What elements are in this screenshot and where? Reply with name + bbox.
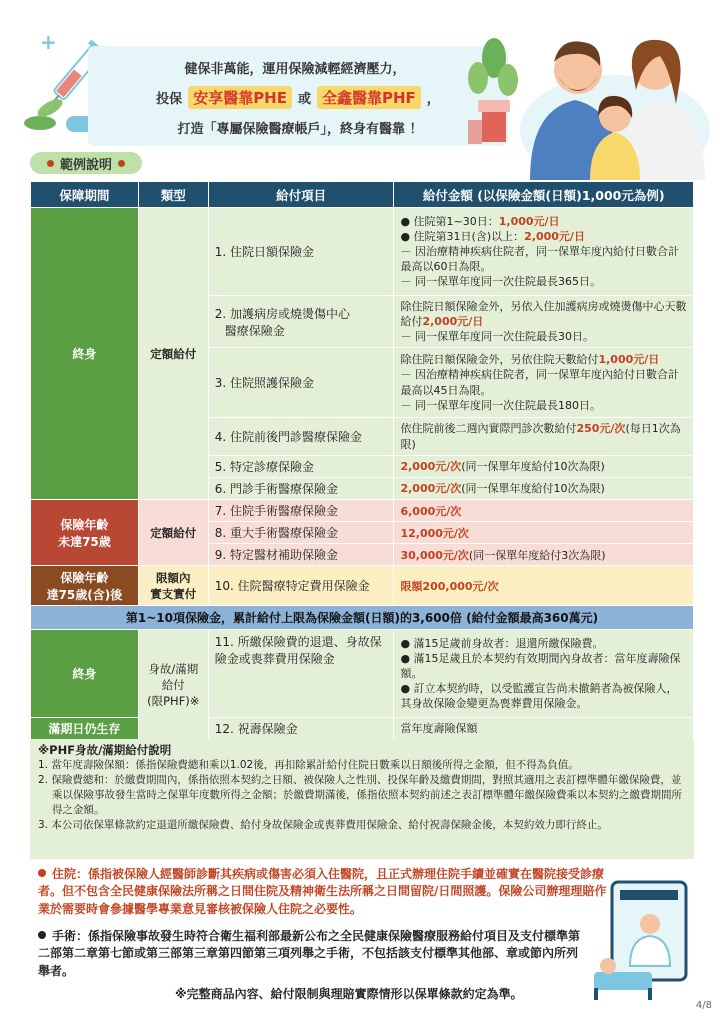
bullet-icon: [38, 931, 46, 939]
table-row: [31, 500, 694, 522]
period-under-75: 保險年齡 未達75歲: [31, 500, 139, 566]
item-2: 2. 加護病房或燒燙傷中心 醫療保險金: [208, 296, 394, 348]
period-lifetime: 終身: [31, 208, 139, 500]
cumulative-limit: 第1~10項保險金，累計給付上限為保險金額(日額)的3,600倍 (給付金額最高360萬元): [31, 606, 694, 630]
type-limit: 限額內 實支實付: [138, 566, 208, 606]
product-phe: 安享醫靠PHE: [188, 86, 292, 109]
amount-4: 依住院前後二週內實際門診次數給付250元/次(每日1次為限): [394, 418, 694, 456]
bullet-icon: [47, 160, 54, 167]
table-row: [31, 566, 694, 606]
period-maturity: 滿期日仍生存: [31, 718, 139, 740]
amount-1: ● 住院第1~30日：1,000元/日 ● 住院第31日(含)以上：2,000元/日 － 因治療精神疾病住院者，同一保單年度內給付日數合計最高以60日為限。 － 同一保單年度同一次住院最長365日。: [394, 208, 694, 296]
family-illustration: [520, 20, 710, 180]
item-10: 10. 住院醫療特定費用保險金: [208, 566, 394, 606]
headline-line1: 健保非萬能，運用保險減輕經濟壓力，: [184, 62, 406, 77]
headline-line3: 打造「專屬保險醫療帳戶」，終身有醫靠 ！: [177, 122, 423, 137]
col-header-item: 給付項目: [208, 182, 394, 208]
item-7: 7. 住院手術醫療保險金: [208, 500, 394, 522]
disclaimer: ※完整商品內容、給付限制與理賠實際情形以保單條款約定為準。: [175, 987, 523, 1001]
amount-7: 6,000元/次: [394, 500, 694, 522]
type-death-maturity: 身故/滿期 給付 (限PHF)※: [138, 630, 208, 740]
notes-title: ※PHF身故/滿期給付說明: [38, 743, 172, 757]
period-over-75: 保險年齡 達75歲(含)後: [31, 566, 139, 606]
hospital-definition: 住院：係指被保險人經醫師診斷其疾病或傷害必須入住醫院，且正式辦理住院手續並確實在醫院接受診療者。但不包含全民健康保險法所稱之日間住院及精神衛生法所稱之日間留院/日間照護。保險公司辦理理賠作業於需要時會參據醫學專業意見審核被保險人住院之必要性。: [38, 867, 607, 916]
benefit-table: [30, 181, 694, 740]
amount-9: 30,000元/次(同一保單年度給付3次為限): [394, 544, 694, 566]
item-11: 11. 所繳保險費的退還、身故保險金或喪葬費用保險金: [208, 630, 394, 718]
type-fixed-2: 定額給付: [138, 500, 208, 566]
doctor-illustration: [590, 880, 700, 1000]
item-1: 1. 住院日額保險金: [208, 208, 394, 296]
table-row: [31, 630, 694, 718]
col-header-type: 類型: [138, 182, 208, 208]
bullet-icon: [38, 869, 46, 877]
item-5: 5. 特定診療保險金: [208, 456, 394, 478]
amount-2: 除住院日額保險金外，另依入住加護病房或燒燙傷中心天數給付2,000元/日 － 同一保單年度同一次住院最長30日。: [394, 296, 694, 348]
col-header-amount: 給付金額 (以保險金額(日額)1,000元為例): [394, 182, 694, 208]
amount-6: 2,000元/次(同一保單年度給付10次為限): [394, 478, 694, 500]
plant-icon: [464, 38, 524, 148]
item-3: 3. 住院照護保險金: [208, 348, 394, 418]
summary-row: [31, 606, 694, 630]
period-lifetime-2: 終身: [31, 630, 139, 718]
amount-5: 2,000元/次(同一保單年度給付10次為限): [394, 456, 694, 478]
headline-line2: 投保 安享醫靠PHE 或 全鑫醫靠PHF ，: [108, 86, 488, 109]
plus-icon: +: [40, 30, 57, 54]
note-2: 2. 保險費總和：於繳費期間內，係指依照本契約之日額、被保險人之性別、投保年齡及繳費期間，對照其適用之表訂標準體年繳保險費，並乘以保險事故發生當時之保單年度數所得之金額；於繳費期滿後，係指依照本契約前述之表訂標準體年繳保險費乘以本契約之繳費期間所得之金額。: [38, 774, 682, 817]
amount-10: 限額200,000元/次: [394, 566, 694, 606]
item-9: 9. 特定醫材補助保險金: [208, 544, 394, 566]
item-6: 6. 門診手術醫療保險金: [208, 478, 394, 500]
table-row: [31, 208, 694, 296]
amount-12: 當年度壽險保額: [394, 718, 694, 740]
amount-3: 除住院日額保險金外，另依住院天數給付1,000元/日 － 因治療精神疾病住院者，同一保單年度內給付日數合計最高以45日為限。 － 同一保單年度同一次住院最長180日。: [394, 348, 694, 418]
amount-11: ● 滿15足歲前身故者：退還所繳保險費。 ● 滿15足歲且於本契約有效期間內身故者：當年度壽險保額。 ● 訂立本契約時，以受監護宣告尚未撤銷者為被保險人，其身故保險金變更為喪葬費用保險金。: [394, 630, 694, 718]
item-12: 12. 祝壽保險金: [208, 718, 394, 740]
product-phf: 全鑫醫靠PHF: [317, 86, 421, 109]
note-3: 3. 本公司依保單條款約定退還所繳保險費、給付身故保險金或喪葬費用保險金、給付祝壽保險金後，本契約效力即行終止。: [38, 818, 608, 831]
header: [0, 0, 726, 182]
note-1: 1. 當年度壽險保額：係指保險費總和乘以1.02後，再扣除累計給付住院日數乘以日額後所得之金額，但不得為負值。: [38, 759, 579, 772]
amount-8: 12,000元/次: [394, 522, 694, 544]
surgery-definition: 手術：係指保險事故發生時符合衛生福利部最新公布之全民健康保險醫療服務給付項目及支付標準第二部第二章第七節或第三部第三章第四節第三項列舉之手術，不包括該支付標準其他部、章或節內所列舉者。: [38, 929, 581, 978]
page-number: 4/8: [695, 1000, 712, 1011]
col-header-period: 保障期間: [31, 182, 139, 208]
table-header-row: [31, 182, 694, 208]
phf-notes: [30, 739, 694, 859]
table-row: [31, 718, 694, 740]
section-tag: 範例說明: [30, 152, 142, 174]
bullet-icon: [118, 160, 125, 167]
type-fixed: 定額給付: [138, 208, 208, 500]
item-8: 8. 重大手術醫療保險金: [208, 522, 394, 544]
item-4: 4. 住院前後門診醫療保險金: [208, 418, 394, 456]
